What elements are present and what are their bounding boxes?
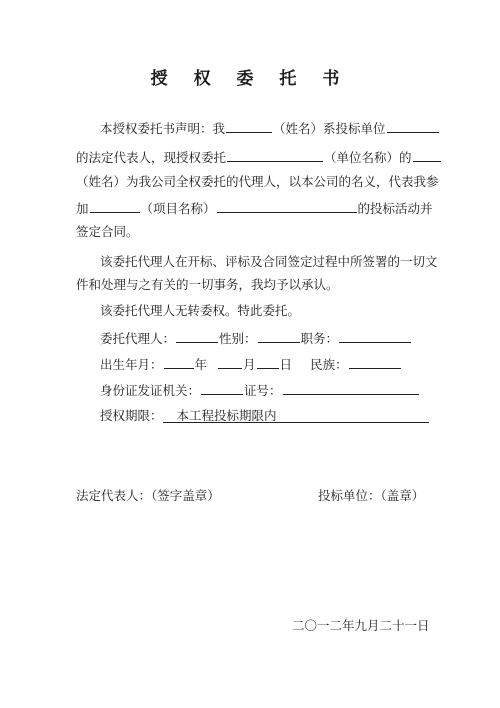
declaration-text: （单位名称）的 [324,150,412,165]
agent-info-row [100,329,452,348]
gender-label: 性别： [219,331,257,346]
birth-day-field[interactable] [257,355,279,369]
ethnicity-field[interactable] [349,355,401,369]
declaration-text: 本授权委托书声明：我 [100,121,226,136]
bidder-unit-blank[interactable] [387,119,439,133]
year-label: 年 [194,357,208,372]
paragraph3: 该委托代理人无转委权。特此委托。 [100,303,301,318]
term-row [100,407,452,425]
paragraph1-line5: 签定合同。 [76,224,139,239]
project-name-blank-a[interactable] [90,199,140,213]
id-issuer-field[interactable] [201,381,243,395]
term-field[interactable] [163,407,429,423]
id-issuer-label: 身份证发证机关： [100,383,201,398]
declaration-text: （项目名称） [140,201,216,216]
position-label: 职务： [300,331,339,346]
paragraph2-line1: 该委托代理人在开标、评标及合同签定过程中所签署的一切文 [100,254,438,269]
term-value: 本工程投标期限内 [176,408,277,423]
declaration-text: 加 [76,201,89,216]
paragraph1-line3: （姓名）为我公司全权委托的代理人，以本公司的名义，代表我参 [76,174,439,189]
paragraph1-line1 [100,119,452,138]
project-name-blank-b[interactable] [217,199,357,213]
legal-rep-signature: 法定代表人：（签字盖章） [76,488,220,503]
paragraph1-line2 [76,148,428,167]
paragraph2-line2: 件和处理与之有关的一切事务，我均予以承认。 [76,277,339,292]
id-number-field[interactable] [283,381,419,395]
agent-name-blank-lead[interactable] [413,148,441,162]
birth-label: 出生年月： [100,357,163,372]
ethnicity-label: 民族： [310,357,348,372]
position-field[interactable] [339,329,411,343]
document-date: 二〇一二年九月二十一日 [292,618,430,633]
unit-name-blank[interactable] [227,148,323,162]
gender-field[interactable] [258,329,300,343]
term-label: 授权期限： [100,408,163,423]
declaration-text: 的投标活动并 [357,201,433,216]
bidder-seal: 投标单位：（盖章） [318,488,425,503]
agent-field[interactable] [176,329,218,343]
agent-label: 委托代理人： [100,331,176,346]
birth-info-row [100,355,452,374]
day-label: 日 [279,357,293,372]
month-label: 月 [243,357,256,372]
declaration-text: （姓名）系投标单位 [273,121,386,136]
id-info-row [100,381,452,400]
document-title: 授 权 委 托 书 [150,69,350,89]
birth-month-field[interactable] [218,355,242,369]
declaration-text: 的法定代表人，现授权委托 [76,150,227,165]
paragraph1-line4 [76,199,433,218]
principal-name-blank[interactable] [226,119,272,133]
birth-year-field[interactable] [164,355,194,369]
id-number-label: 证号： [244,383,282,398]
